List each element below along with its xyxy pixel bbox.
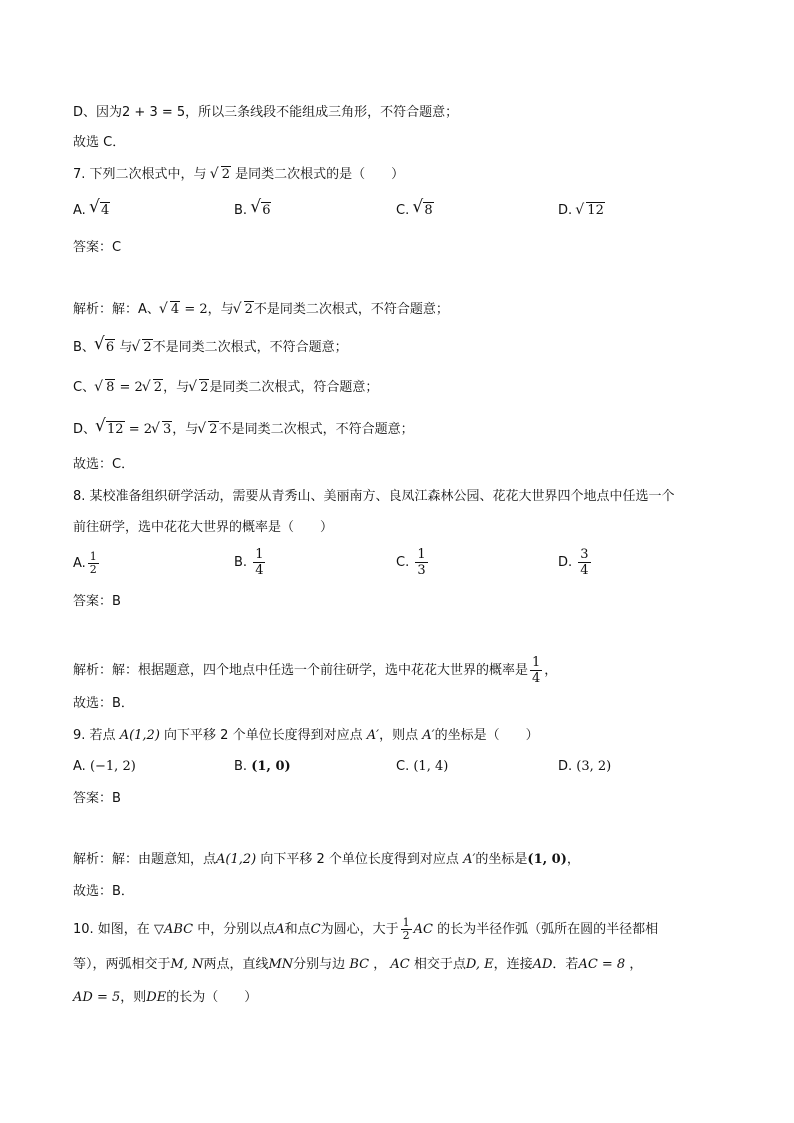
q7-option-a: A. √ 4 <box>73 201 110 221</box>
q9-option-c: C. (1, 4) <box>396 759 449 774</box>
q7-stem-text: 7. 下列二次根式中，与 <box>73 167 207 182</box>
q8-analysis: 解析：解：根据题意，四个地点中任选一个前往研学，选中花花大世界的概率是 $\frac{1}{4}$ ， <box>73 655 558 686</box>
q9-answer: 答案：B <box>73 791 121 806</box>
q7-analysis-c: C、√ 8 = 2√ 2，与√ 2是同类二次根式，符合题意； <box>73 378 378 398</box>
q8-stem-line1: 8. 某校准备组织研学活动，需要从青秀山、美丽南方、良凤江森林公园、花花大世界四个地点中任选一个 <box>73 489 675 504</box>
q7-stem-text-end: 是同类二次根式的是（ ） <box>235 167 405 182</box>
q9-stem: 9. 若点 A(1,2) 向下平移 2 个单位长度得到对应点 A′，则点 A′的坐标是（ ） <box>73 728 539 743</box>
q7-stem <box>73 165 404 185</box>
q8-option-d: D. $\frac{3}{4}$ <box>558 547 589 578</box>
q7-conclusion: 故选：C． <box>73 457 135 472</box>
q10-stem-line2: 等），两弧相交于M, N两点，直线MN分别与边 BC ， AC 相交于点D, E，连接AD．若AC = 8 ， <box>73 957 643 972</box>
q9-option-b: B. (1, 0) <box>234 759 291 774</box>
q8-option-b: B. $\frac{1}{4}$ <box>234 547 264 578</box>
q7-option-b: B. √ 6 <box>234 201 271 221</box>
q7-option-d: D. √ 12 <box>558 201 605 221</box>
q7-option-c: C. √ 8 <box>396 201 434 221</box>
q8-conclusion: 故选：B． <box>73 696 134 711</box>
q7-analysis-a: 解析：解：A、√ 4 = 2，与√ 2不是同类二次根式，不符合题意； <box>73 300 449 320</box>
q9-analysis: 解析：解：由题意知，点A(1,2) 向下平移 2 个单位长度得到对应点 A′的坐标是(1, 0)， <box>73 852 580 867</box>
q9-conclusion: 故选：B． <box>73 884 134 899</box>
q7-answer: 答案：C <box>73 240 122 255</box>
q8-option-a: A. $\frac{1}{2}$ <box>73 550 97 576</box>
q7-options <box>73 201 713 223</box>
q6-option-d-explanation: D、因为2 + 3 = 5，所以三条线段不能组成三角形，不符合题意； <box>73 105 459 120</box>
q8-answer: 答案：B <box>73 594 121 609</box>
q7-stem-radical: √ 2 <box>211 165 231 185</box>
q8-option-c: C. $\frac{1}{3}$ <box>396 547 426 578</box>
q9-options <box>73 757 713 779</box>
q8-options <box>73 547 713 583</box>
q9-option-d: D. (3, 2) <box>558 759 612 774</box>
q9-option-a: A. (−1, 2) <box>73 759 136 774</box>
q7-analysis-b: B、√ 6 与√ 2不是同类二次根式，不符合题意； <box>73 338 348 358</box>
q10-stem-line3: AD = 5，则DE的长为（ ） <box>73 990 258 1005</box>
q7-analysis-d: D、√ 12 = 2√ 3，与√ 2不是同类二次根式，不符合题意； <box>73 420 414 440</box>
q10-stem-line1: 10. 如图，在 ▽ABC 中，分别以点A和点C为圆心，大于 $\frac{1}{2}$ AC 的长为半径作弧（弧所在圆的半径都相 <box>73 916 659 942</box>
q6-conclusion: 故选 C． <box>73 135 126 150</box>
q8-stem-line2: 前往研学，选中花花大世界的概率是（ ） <box>73 520 334 535</box>
